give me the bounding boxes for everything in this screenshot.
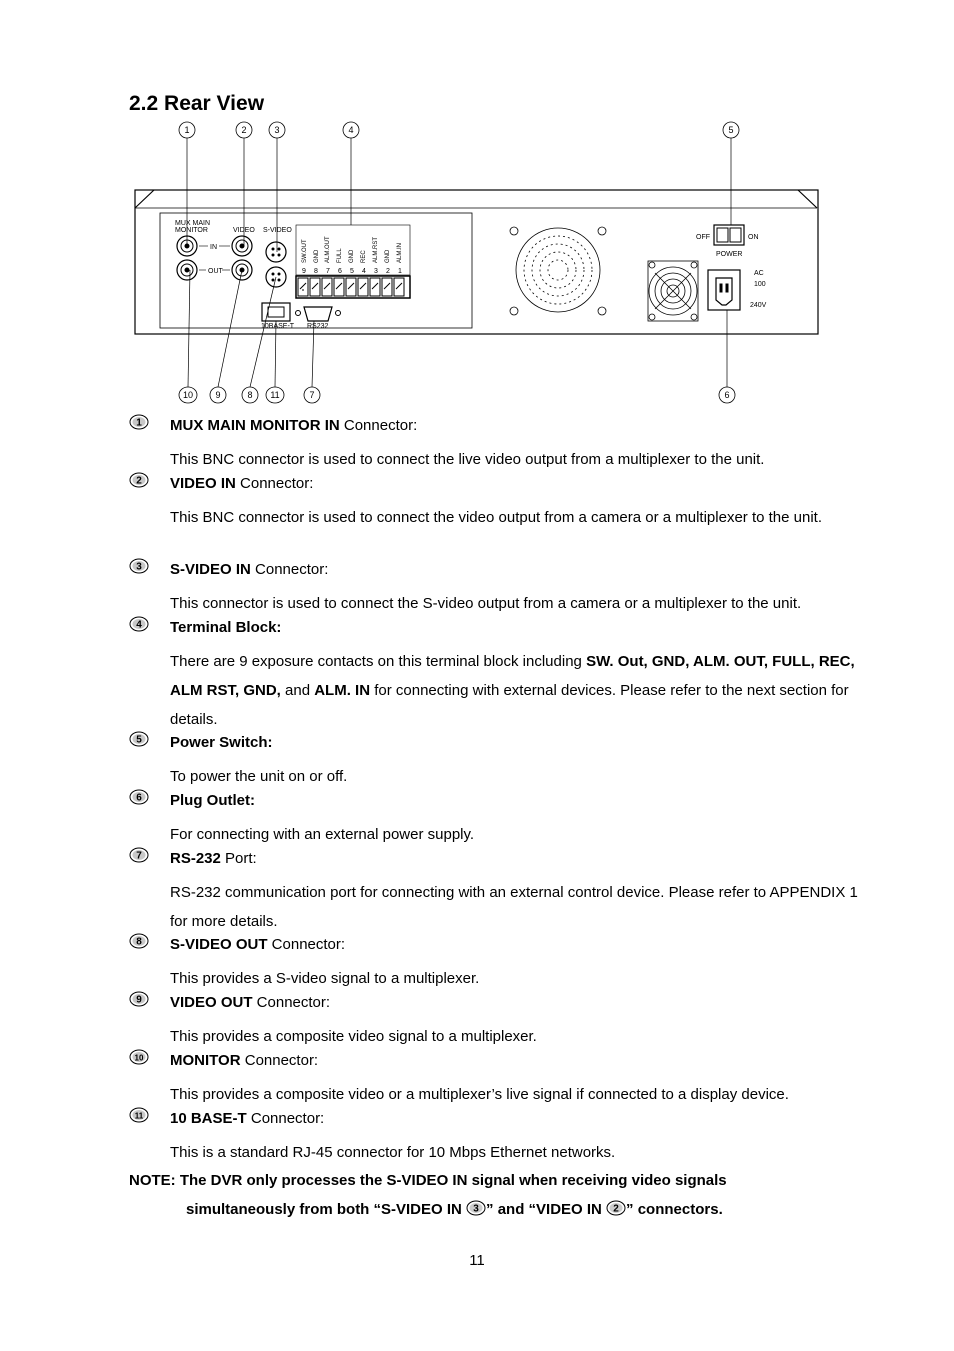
svg-text:8: 8 xyxy=(314,268,318,275)
term-sw-out: SW.OUT xyxy=(302,239,308,263)
note xyxy=(129,1166,849,1224)
svg-text:2: 2 xyxy=(136,475,142,487)
number-1-icon xyxy=(129,414,149,430)
callout-7: 7 xyxy=(309,390,315,400)
callout-4: 4 xyxy=(348,125,354,135)
label-rs232: RS232 xyxy=(307,323,329,330)
label-monitor: MONITOR xyxy=(175,227,208,234)
callout-3: 3 xyxy=(274,125,280,135)
chassis xyxy=(135,190,818,334)
svg-text:2: 2 xyxy=(386,268,390,275)
label-off: OFF xyxy=(696,234,710,241)
callout-6: 6 xyxy=(724,390,730,400)
item-title: S-VIDEO OUT Connector: xyxy=(170,936,346,953)
label-240v: 240V xyxy=(750,302,767,309)
label-on: ON xyxy=(748,234,759,241)
item-title: RS-232 Port: xyxy=(170,850,257,867)
svg-text:10: 10 xyxy=(134,1053,144,1063)
page-number: 11 xyxy=(469,1252,485,1269)
item-description: This provides a composite video signal to a multiplexer. xyxy=(170,1028,537,1045)
number-9-icon xyxy=(129,991,149,1007)
svg-text:5: 5 xyxy=(136,734,142,746)
number-2-icon xyxy=(606,1200,626,1216)
number-6-icon xyxy=(129,789,149,805)
item-description: This provides a S-video signal to a multiplexer. xyxy=(170,970,480,987)
item-description: There are 9 exposure contacts on this terminal block including SW. Out, GND, ALM. OUT, FULL, REC, ALM RST, GND, and ALM. IN for connecting with external devices. Please refer to the next section for details. xyxy=(170,653,855,728)
label-mux-main: MUX MAIN xyxy=(175,220,210,227)
item-description: This is a standard RJ-45 connector for 10 Mbps Ethernet networks. xyxy=(170,1144,616,1161)
item-description: This BNC connector is used to connect the video output from a camera or a multiplexer to the unit. xyxy=(170,509,822,526)
term-gnd-1: GND xyxy=(314,249,320,263)
callout-9: 9 xyxy=(215,390,221,400)
label-svideo: S-VIDEO xyxy=(263,227,292,234)
number-10-icon xyxy=(129,1049,149,1065)
label-in: IN xyxy=(210,244,217,251)
label-10base-t: 10BASE-T xyxy=(261,323,295,330)
number-4-icon xyxy=(129,616,149,632)
item-description: This BNC connector is used to connect the live video output from a multiplexer to the unit. xyxy=(170,451,765,468)
item-title: 10 BASE-T Connector: xyxy=(170,1110,325,1127)
item-title: VIDEO OUT Connector: xyxy=(170,994,331,1011)
number-2-icon xyxy=(129,472,149,488)
svg-text:4: 4 xyxy=(362,268,366,275)
item-description: For connecting with an external power supply. xyxy=(170,826,475,843)
term-gnd-2: GND xyxy=(349,249,355,263)
rear-view-diagram xyxy=(120,115,830,407)
item-title: S-VIDEO IN Connector: xyxy=(170,561,329,578)
term-rec: REC xyxy=(361,250,367,263)
callout-11: 11 xyxy=(270,390,280,400)
item-title: Terminal Block: xyxy=(170,619,282,636)
svg-text:3: 3 xyxy=(473,1203,479,1215)
label-ac: AC xyxy=(754,270,764,277)
callout-1: 1 xyxy=(184,125,190,135)
term-full: FULL xyxy=(337,248,343,263)
svg-text:9: 9 xyxy=(136,994,142,1006)
svg-text:6: 6 xyxy=(338,268,342,275)
svg-text:7: 7 xyxy=(136,850,142,862)
svg-text:3: 3 xyxy=(374,268,378,275)
svg-text:9: 9 xyxy=(302,268,306,275)
item-title: MONITOR Connector: xyxy=(170,1052,319,1069)
term-alm-out: ALM.OUT xyxy=(325,236,331,263)
term-alm-in: ALM.IN xyxy=(397,242,403,263)
callout-10: 10 xyxy=(182,390,194,400)
svg-text:1: 1 xyxy=(398,268,402,275)
callouts-top xyxy=(179,122,739,138)
svg-text:8: 8 xyxy=(136,936,142,948)
term-alm-rst: ALM.RST xyxy=(373,236,379,263)
item-description: RS-232 communication port for connecting with an external control device. Please refer to APPENDIX 1 for more details. xyxy=(170,884,858,930)
item-title: Plug Outlet: xyxy=(170,792,255,809)
item-description: This provides a composite video or a multiplexer’s live signal if connected to a display device. xyxy=(170,1086,789,1103)
svg-text:3: 3 xyxy=(136,561,142,573)
item-description: To power the unit on or off. xyxy=(170,768,348,785)
callout-5: 5 xyxy=(728,125,734,135)
callout-8: 8 xyxy=(247,390,253,400)
svg-text:11: 11 xyxy=(134,1111,144,1121)
number-3-icon xyxy=(466,1200,486,1216)
svg-text:6: 6 xyxy=(136,792,142,804)
number-3-icon xyxy=(129,558,149,574)
svg-text:4: 4 xyxy=(136,619,142,631)
item-title: VIDEO IN Connector: xyxy=(170,475,314,492)
label-out: OUT xyxy=(208,268,223,275)
item-description: This connector is used to connect the S-video output from a camera or a multiplexer to the unit. xyxy=(170,595,802,612)
callout-2: 2 xyxy=(241,125,247,135)
number-11-icon xyxy=(129,1107,149,1123)
label-power: POWER xyxy=(716,251,743,258)
label-video: VIDEO xyxy=(233,227,255,234)
svg-text:7: 7 xyxy=(326,268,330,275)
label-100: 100 xyxy=(754,281,766,288)
term-gnd-3: GND xyxy=(385,249,391,263)
item-title: MUX MAIN MONITOR IN Connector: xyxy=(170,417,418,434)
section-heading: 2.2 Rear View xyxy=(129,92,265,115)
svg-text:1: 1 xyxy=(136,417,142,429)
item-title: Power Switch: xyxy=(170,734,273,751)
terminal-numbers xyxy=(302,268,402,275)
svg-text:5: 5 xyxy=(350,268,354,275)
note-line-2: simultaneously from both “S-VIDEO IN 3 ” and “VIDEO IN 2 ” connectors. xyxy=(186,1201,723,1218)
callouts-bottom xyxy=(179,387,735,403)
number-7-icon xyxy=(129,847,149,863)
number-8-icon xyxy=(129,933,149,949)
note-line-1: NOTE: The DVR only processes the S-VIDEO IN signal when receiving video signals xyxy=(129,1172,727,1189)
number-5-icon xyxy=(129,731,149,747)
svg-text:2: 2 xyxy=(613,1203,619,1215)
